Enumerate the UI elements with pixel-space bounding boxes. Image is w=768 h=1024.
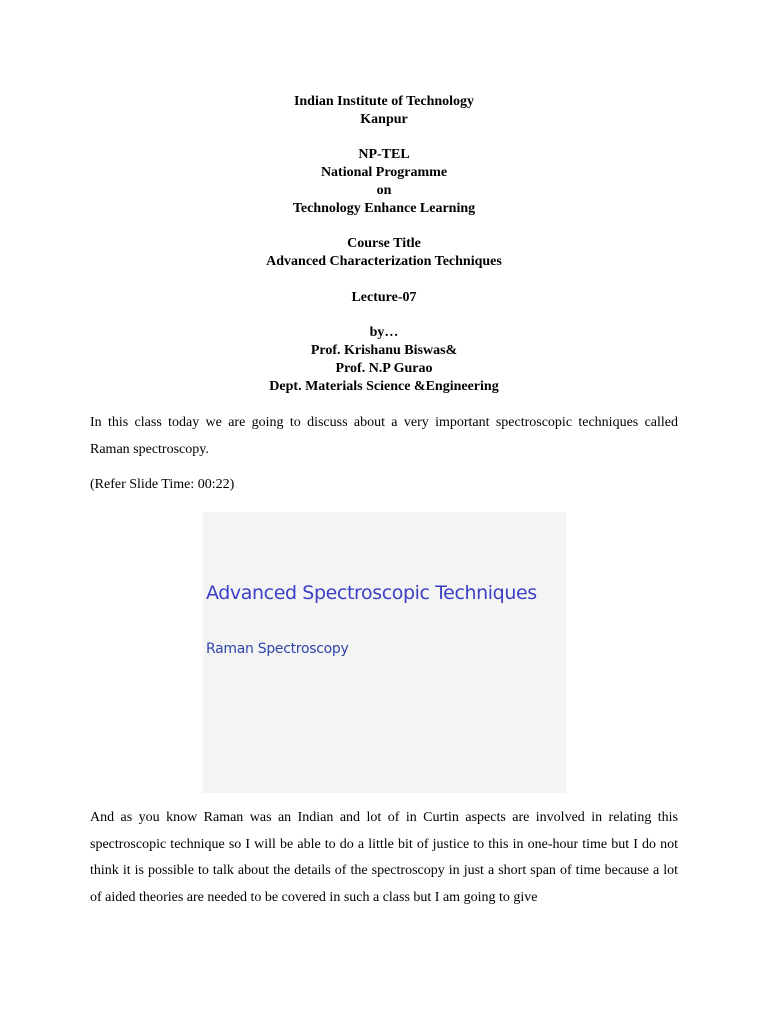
institute-name: Indian Institute of Technology	[293, 94, 475, 109]
course-title: Advanced Characterization Techniques	[266, 254, 502, 270]
program-line-1: National Programme	[320, 165, 448, 181]
by-label: by…	[369, 325, 399, 341]
title-block	[0, 93, 768, 396]
program-line-2: on	[376, 182, 392, 198]
slide-title: Advanced Spectroscopic Techniques	[206, 582, 537, 604]
body-paragraph: And as you know Raman was an Indian and lot of in Curtin aspects are involved in relating this spectroscopic technique so I will be able to do a little bit of justice to this in one-hour time but I do not think it is possible to talk about the details of the spectroscopy in just a short span of time because a lot of aided theories are needed to be covered in such a class but I am going to give	[90, 810, 678, 905]
refer-slide-time: (Refer Slide Time: 00:22)	[90, 477, 235, 492]
intro-paragraph: In this class today we are going to discuss about a very important spectroscopic techniques called Raman spectroscopy.	[90, 415, 678, 457]
author-2: Prof. N.P Gurao	[335, 360, 433, 376]
institute-city: Kanpur	[360, 111, 408, 127]
course-label: Course Title	[347, 236, 421, 252]
slide-subtitle: Raman Spectroscopy	[206, 641, 349, 657]
slide-image	[203, 512, 566, 793]
program-short: NP-TEL	[358, 147, 410, 163]
program-line-3: Technology Enhance Learning	[292, 200, 476, 216]
department: Dept. Materials Science &Engineering	[269, 378, 499, 394]
lecture-number: Lecture-07	[351, 289, 417, 305]
author-1: Prof. Krishanu Biswas&	[310, 343, 458, 359]
